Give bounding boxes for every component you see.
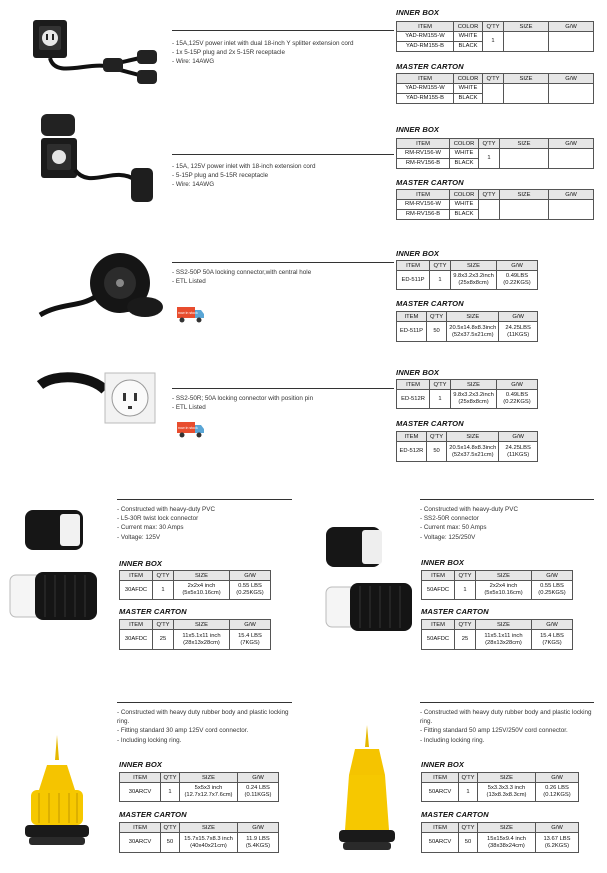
divider	[117, 702, 292, 703]
table-header-cell: G/W	[532, 571, 573, 581]
feature-item: - Voltage: 125V	[117, 533, 297, 542]
table-header-cell: G/W	[536, 823, 579, 833]
feature-item: - SS2-50P 50A locking connector,with central hole	[172, 268, 392, 277]
table-cell: 50AFDC	[422, 630, 455, 650]
master-carton-heading: MASTER CARTON	[396, 178, 464, 187]
table-cell: BLACK	[454, 42, 483, 52]
table-header-cell: Q'TY	[153, 620, 174, 630]
master-carton-table	[396, 311, 538, 342]
table-header-cell: G/W	[549, 139, 594, 149]
table-cell: 50	[426, 442, 446, 462]
inner-box-heading: INNER BOX	[421, 558, 465, 567]
master-carton-heading: MASTER CARTON	[396, 299, 464, 308]
feature-item: - Constructed with heavy-duty PVC	[420, 505, 600, 514]
feature-item: - 15A,125V power inlet with dual 18-inch Y splitter extension cord	[172, 39, 392, 48]
table-cell: 1	[153, 581, 174, 600]
master-carton-heading: MASTER CARTON	[119, 607, 187, 616]
feature-item: - 1x 5-15P plug and 2x 5-15R receptacle	[172, 48, 392, 57]
table-cell: 2x2x4 inch (5x5x10.16cm)	[174, 581, 230, 600]
inner-box-table	[421, 772, 579, 802]
now-in-stock-badge	[176, 421, 206, 439]
feature-item: - L5-30R twist lock connector	[117, 514, 297, 523]
table-cell: 11x5.1x11 inch (28x13x28cm)	[476, 630, 532, 650]
table-header-cell: ITEM	[397, 190, 450, 200]
table-header-cell: G/W	[549, 74, 594, 84]
table-cell: 5x3.3x3.3 inch (13x8.3x8.3cm)	[478, 783, 536, 802]
inner-box-table	[421, 570, 573, 600]
table-header-cell: Q'TY	[161, 823, 180, 833]
table-header-cell: Q'TY	[430, 380, 451, 390]
table-header-cell: G/W	[230, 571, 271, 581]
table-header-cell: SIZE	[476, 571, 532, 581]
table-cell: 50AFDC	[422, 581, 455, 600]
table-cell: 1	[483, 32, 504, 52]
master-carton-table	[421, 822, 579, 853]
product-5-features	[117, 505, 297, 542]
table-header-cell: G/W	[532, 620, 573, 630]
table-header-cell: SIZE	[174, 620, 230, 630]
table-cell: BLACK	[450, 159, 479, 169]
master-carton-heading: MASTER CARTON	[119, 810, 187, 819]
product-image-30arcv	[15, 735, 100, 865]
table-cell: 30ARCV	[120, 833, 161, 853]
table-header-cell: G/W	[497, 380, 538, 390]
product-7-features	[117, 708, 297, 745]
table-cell: 1	[430, 271, 451, 290]
table-header-cell: G/W	[497, 261, 538, 271]
feature-item: - Wire: 14AWG	[172, 180, 392, 189]
master-carton-heading: MASTER CARTON	[396, 62, 464, 71]
table-header-cell: Q'TY	[161, 773, 180, 783]
table-header-cell: SIZE	[504, 74, 549, 84]
table-cell: 11.9 LBS (5.4KGS)	[238, 833, 279, 853]
table-cell: 25	[153, 630, 174, 650]
table-cell: 25	[455, 630, 476, 650]
product-8-features	[420, 708, 600, 745]
table-cell: BLACK	[454, 94, 483, 104]
table-cell: 50ARCV	[422, 833, 459, 853]
table-cell: 1	[455, 581, 476, 600]
table-header-cell: G/W	[549, 190, 594, 200]
inner-box-heading: INNER BOX	[396, 249, 440, 258]
table-cell: 0.49LBS (0.22KGS)	[497, 271, 538, 290]
table-header-cell: COLOR	[454, 74, 483, 84]
master-carton-heading: MASTER CARTON	[421, 607, 489, 616]
table-header-cell: Q'TY	[483, 74, 504, 84]
table-header-cell: Q'TY	[459, 773, 478, 783]
table-header-cell: ITEM	[397, 22, 454, 32]
table-header-cell: G/W	[549, 22, 594, 32]
table-cell: RM-RV156-W	[397, 149, 450, 159]
table-cell: ED-512R	[397, 442, 427, 462]
table-header-cell: Q'TY	[479, 139, 500, 149]
product-3-features	[172, 268, 392, 286]
divider	[172, 388, 394, 389]
product-image-30afdc	[5, 500, 110, 650]
table-header-cell: SIZE	[478, 823, 536, 833]
table-cell: RM-RV156-B	[397, 159, 450, 169]
master-carton-heading: MASTER CARTON	[396, 419, 464, 428]
inner-box-heading: INNER BOX	[119, 760, 163, 769]
table-cell: 50	[459, 833, 478, 853]
table-header-cell: SIZE	[447, 432, 499, 442]
feature-item: - 5-15P plug and 5-15R receptacle	[172, 171, 392, 180]
master-carton-table	[119, 822, 279, 853]
table-header-cell: COLOR	[454, 22, 483, 32]
table-header-cell: COLOR	[450, 139, 479, 149]
table-header-cell: Q'TY	[483, 22, 504, 32]
divider	[172, 262, 394, 263]
now-in-stock-badge	[176, 306, 206, 324]
divider	[117, 499, 292, 500]
table-cell: WHITE	[454, 84, 483, 94]
table-header-cell: ITEM	[120, 823, 161, 833]
product-image-50afdc	[318, 515, 418, 645]
table-header-cell: ITEM	[120, 620, 153, 630]
product-image-ss2-50p	[35, 245, 170, 330]
inner-box-table	[396, 379, 538, 409]
table-cell: 50	[426, 322, 446, 342]
table-cell: 1	[459, 783, 478, 802]
table-cell: 15x15x9.4 inch (38x38x24cm)	[478, 833, 536, 853]
table-cell	[549, 32, 594, 52]
table-cell: 13.67 LBS (6.2KGS)	[536, 833, 579, 853]
table-header-cell: SIZE	[447, 312, 499, 322]
table-cell	[500, 200, 549, 220]
feature-item: - Current max: 30 Amps	[117, 523, 297, 532]
table-cell: 0.26 LBS (0.12KGS)	[536, 783, 579, 802]
inner-box-table	[396, 21, 594, 52]
table-header-cell: COLOR	[450, 190, 479, 200]
table-cell	[479, 200, 500, 220]
table-header-cell: SIZE	[500, 190, 549, 200]
table-cell: 24.25LBS (11KGS)	[499, 442, 538, 462]
product-2-features	[172, 162, 392, 190]
table-cell: YAD-RM155-W	[397, 84, 454, 94]
master-carton-heading: MASTER CARTON	[421, 810, 489, 819]
inner-box-table	[119, 772, 279, 802]
table-cell: 24.25LBS (11KGS)	[499, 322, 538, 342]
table-header-cell: ITEM	[397, 74, 454, 84]
table-cell: WHITE	[454, 32, 483, 42]
product-6-features	[420, 505, 600, 542]
table-cell: 5x5x3 inch (12.7x12.7x7.6cm)	[180, 783, 238, 802]
table-cell: 11x5.1x11 inch (28x13x28cm)	[174, 630, 230, 650]
table-header-cell: ITEM	[397, 139, 450, 149]
table-cell: 30AFDC	[120, 630, 153, 650]
table-cell	[483, 84, 504, 104]
table-header-cell: SIZE	[180, 773, 238, 783]
table-header-cell: Q'TY	[459, 823, 478, 833]
table-header-cell: SIZE	[451, 261, 497, 271]
table-header-cell: G/W	[499, 312, 538, 322]
table-header-cell: Q'TY	[426, 432, 446, 442]
table-header-cell: ITEM	[422, 773, 459, 783]
feature-item: - Current max: 50 Amps	[420, 523, 600, 532]
table-cell: 2x2x4 inch (5x5x10.16cm)	[476, 581, 532, 600]
table-cell: RM-RV156-W	[397, 200, 450, 210]
table-header-cell: Q'TY	[455, 620, 476, 630]
table-cell	[504, 32, 549, 52]
feature-item: - Constructed with heavy duty rubber body and plastic locking ring.	[420, 708, 600, 726]
table-header-cell: ITEM	[422, 571, 455, 581]
table-cell	[549, 84, 594, 104]
master-carton-table	[396, 189, 594, 220]
table-header-cell: G/W	[230, 620, 271, 630]
table-cell	[500, 149, 549, 169]
table-header-cell: SIZE	[451, 380, 497, 390]
table-header-cell: G/W	[238, 773, 279, 783]
product-image-y-splitter-inlet	[25, 18, 165, 98]
table-header-cell: ITEM	[397, 432, 427, 442]
product-1-features	[172, 39, 392, 67]
table-cell: 30ARCV	[120, 783, 161, 802]
feature-item: - 15A, 125V power inlet with 18-inch extension cord	[172, 162, 392, 171]
feature-item: - ETL Listed	[172, 403, 392, 412]
table-cell: YAD-RM155-B	[397, 42, 454, 52]
table-header-cell: ITEM	[397, 312, 427, 322]
table-header-cell: Q'TY	[426, 312, 446, 322]
feature-item: - SS2-50R; 50A locking connector with position pin	[172, 394, 392, 403]
table-cell: YAD-RM155-W	[397, 32, 454, 42]
table-cell: WHITE	[450, 200, 479, 210]
master-carton-table	[421, 619, 573, 650]
table-cell: BLACK	[450, 210, 479, 220]
feature-item: - ETL Listed	[172, 277, 392, 286]
table-header-cell: ITEM	[120, 773, 161, 783]
inner-box-table	[396, 260, 538, 290]
inner-box-table	[396, 138, 594, 169]
table-header-cell: SIZE	[180, 823, 238, 833]
table-cell: 15.4 LBS (7KGS)	[230, 630, 271, 650]
table-cell	[549, 149, 594, 169]
feature-item: - Constructed with heavy duty rubber body and plastic locking ring.	[117, 708, 297, 726]
inner-box-heading: INNER BOX	[396, 368, 440, 377]
product-image-50arcv	[325, 725, 410, 865]
table-header-cell: ITEM	[397, 380, 430, 390]
svg-text:now in stock: now in stock	[178, 311, 198, 315]
divider	[420, 499, 594, 500]
table-header-cell: G/W	[536, 773, 579, 783]
table-cell: 15.7x15.7x8.3 inch (40x40x21cm)	[180, 833, 238, 853]
table-cell: 1	[430, 390, 451, 409]
table-header-cell: Q'TY	[153, 571, 174, 581]
feature-item: - Including locking ring.	[117, 736, 297, 745]
divider	[172, 30, 394, 31]
divider	[172, 154, 394, 155]
table-cell: 20.5x14.8x8.3inch (52x37.5x21cm)	[447, 442, 499, 462]
table-header-cell: Q'TY	[430, 261, 451, 271]
table-cell: 20.5x14.8x8.3inch (52x37.5x21cm)	[447, 322, 499, 342]
feature-item: - Voltage: 125/250V	[420, 533, 600, 542]
table-header-cell: Q'TY	[479, 190, 500, 200]
table-cell: 30AFDC	[120, 581, 153, 600]
table-cell: 0.55 LBS (0.25KGS)	[532, 581, 573, 600]
table-cell: ED-511P	[397, 322, 427, 342]
table-header-cell: SIZE	[476, 620, 532, 630]
table-header-cell: SIZE	[504, 22, 549, 32]
table-cell: 15.4 LBS (7KGS)	[532, 630, 573, 650]
table-cell: WHITE	[450, 149, 479, 159]
table-cell: RM-RV156-B	[397, 210, 450, 220]
table-header-cell: SIZE	[478, 773, 536, 783]
table-cell	[549, 200, 594, 220]
table-header-cell: Q'TY	[455, 571, 476, 581]
table-header-cell: SIZE	[500, 139, 549, 149]
feature-item: - SS2-50R connector	[420, 514, 600, 523]
table-cell: 9.8x3.2x3.2inch (25x8x8cm)	[451, 271, 497, 290]
table-cell	[504, 84, 549, 104]
table-header-cell: ITEM	[422, 620, 455, 630]
master-carton-table	[396, 73, 594, 104]
product-image-extension-inlet	[35, 110, 165, 215]
table-cell: 1	[479, 149, 500, 169]
feature-item: - Constructed with heavy-duty PVC	[117, 505, 297, 514]
inner-box-heading: INNER BOX	[421, 760, 465, 769]
master-carton-table	[119, 619, 271, 650]
inner-box-heading: INNER BOX	[396, 8, 440, 17]
product-4-features	[172, 394, 392, 412]
master-carton-table	[396, 431, 538, 462]
feature-item: - Wire: 14AWG	[172, 57, 392, 66]
table-cell: 0.55 LBS (0.25KGS)	[230, 581, 271, 600]
table-header-cell: ITEM	[397, 261, 430, 271]
table-cell: 50ARCV	[422, 783, 459, 802]
svg-text:now in stock: now in stock	[178, 426, 198, 430]
table-cell: 50	[161, 833, 180, 853]
table-cell: YAD-RM155-B	[397, 94, 454, 104]
divider	[420, 702, 594, 703]
feature-item: - Fitting standard 50 amp 125V/250V cord connector.	[420, 726, 600, 735]
table-cell: ED-511P	[397, 271, 430, 290]
table-header-cell: ITEM	[120, 571, 153, 581]
inner-box-heading: INNER BOX	[396, 125, 440, 134]
table-cell: 9.8x3.2x3.2inch (25x8x8cm)	[451, 390, 497, 409]
feature-item: - Fitting standard 30 amp 125V cord connector.	[117, 726, 297, 735]
table-cell: 0.24 LBS (0.11KGS)	[238, 783, 279, 802]
product-image-ss2-50r	[35, 365, 170, 440]
table-cell: 0.49LBS (0.22KGS)	[497, 390, 538, 409]
table-cell: ED-512R	[397, 390, 430, 409]
inner-box-heading: INNER BOX	[119, 559, 163, 568]
table-header-cell: G/W	[499, 432, 538, 442]
table-cell: 1	[161, 783, 180, 802]
feature-item: - Including locking ring.	[420, 736, 600, 745]
table-header-cell: G/W	[238, 823, 279, 833]
table-header-cell: SIZE	[174, 571, 230, 581]
table-header-cell: ITEM	[422, 823, 459, 833]
inner-box-table	[119, 570, 271, 600]
